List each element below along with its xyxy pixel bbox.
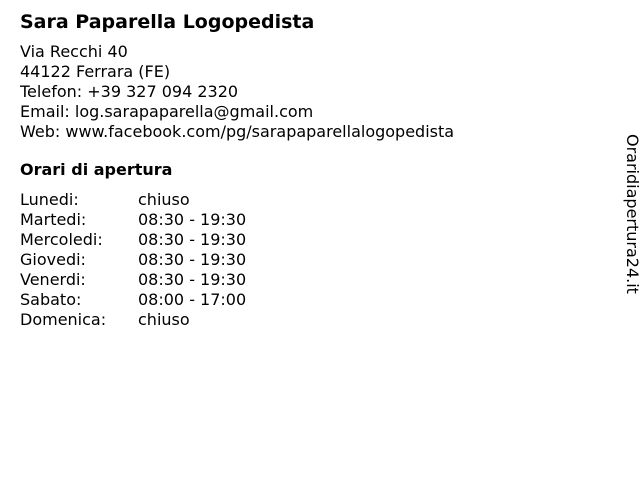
day-hours: 08:30 - 19:30: [138, 250, 247, 269]
day-hours: chiuso: [138, 310, 190, 329]
phone-line: Telefon: +39 327 094 2320: [20, 82, 239, 101]
day-label: Domenica:: [20, 310, 107, 329]
opening-hours-list: [20, 190, 600, 330]
day-label: Venerdi:: [20, 270, 86, 289]
day-hours: 08:30 - 19:30: [138, 210, 247, 229]
business-card: [20, 10, 600, 330]
hours-row-sabato: [20, 290, 600, 310]
address-city: 44122 Ferrara (FE): [20, 62, 171, 81]
web-line: Web: www.facebook.com/pg/sarapaparellalogopedista: [20, 122, 455, 141]
day-label: Sabato:: [20, 290, 82, 309]
email-line: Email: log.sarapaparella@gmail.com: [20, 102, 314, 121]
business-name: Sara Paparella Logopedista: [20, 11, 315, 33]
day-hours: 08:30 - 19:30: [138, 270, 247, 289]
hours-row-giovedi: [20, 250, 600, 270]
hours-row-venerdi: [20, 270, 600, 290]
day-hours: 08:00 - 17:00: [138, 290, 247, 309]
day-label: Martedi:: [20, 210, 87, 229]
day-label: Giovedi:: [20, 250, 86, 269]
hours-row-martedi: [20, 210, 600, 230]
day-label: Mercoledi:: [20, 230, 103, 249]
site-watermark: Oraridiapertura24.it: [623, 134, 642, 294]
hours-row-domenica: [20, 310, 600, 330]
day-label: Lunedi:: [20, 190, 79, 209]
address-street: Via Recchi 40: [20, 42, 128, 61]
opening-hours-heading: Orari di apertura: [20, 160, 173, 179]
day-hours: chiuso: [138, 190, 190, 209]
hours-row-mercoledi: [20, 230, 600, 250]
day-hours: 08:30 - 19:30: [138, 230, 247, 249]
hours-row-lunedi: [20, 190, 600, 210]
